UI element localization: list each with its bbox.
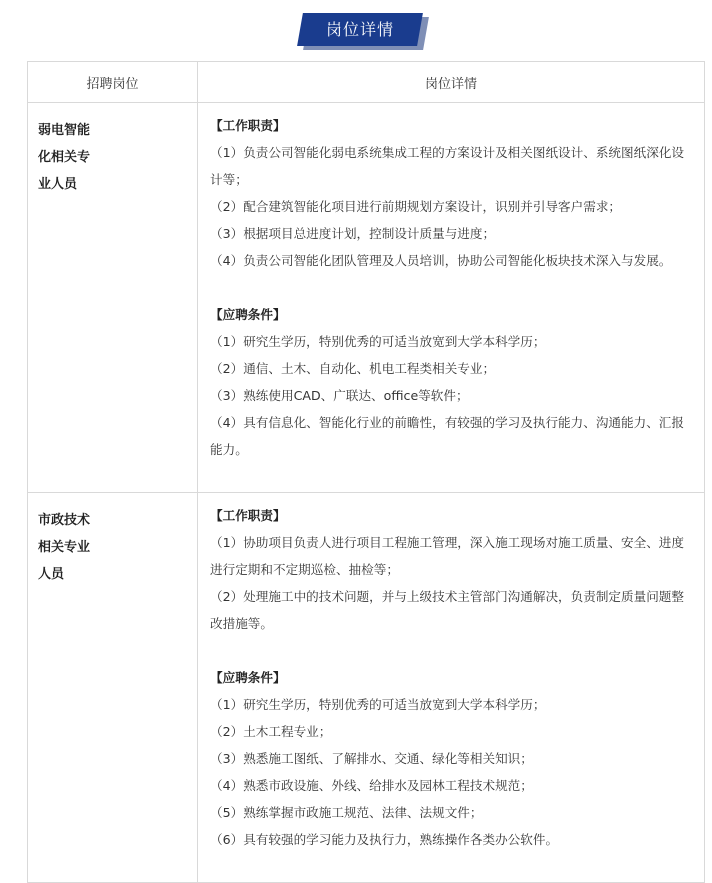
details-cell bbox=[198, 493, 705, 883]
requirement-item: （1）研究生学历，特别优秀的可适当放宽到大学本科学历； bbox=[210, 697, 546, 712]
duty-item: （2）配合建筑智能化项目进行前期规划方案设计，识别并引导客户需求； bbox=[210, 199, 622, 214]
requirement-item: （5）熟练掌握市政施工规范、法律、法规文件； bbox=[210, 805, 483, 820]
requirement-item: （6）具有较强的学习能力及执行力，熟练操作各类办公软件。 bbox=[210, 832, 559, 847]
position-cell bbox=[28, 103, 198, 493]
requirement-item: （2）土木工程专业； bbox=[210, 724, 332, 739]
table-row bbox=[28, 103, 705, 493]
table-header-row bbox=[28, 62, 705, 103]
duty-item: （4）负责公司智能化团队管理及人员培训，协助公司智能化板块技术深入与发展。 bbox=[210, 253, 672, 268]
requirement-item: （4）熟悉市政设施、外线、给排水及园林工程技术规范； bbox=[210, 778, 533, 793]
duties-title: 【工作职责】 bbox=[210, 118, 286, 133]
requirement-item: （1）研究生学历，特别优秀的可适当放宽到大学本科学历； bbox=[210, 334, 546, 349]
section-banner bbox=[300, 13, 428, 51]
duties-title: 【工作职责】 bbox=[210, 508, 286, 523]
position-name: 市政技术相关专业人员 bbox=[38, 513, 91, 582]
duty-item: （2）处理施工中的技术问题，并与上级技术主管部门沟通解决，负责制定质量问题整改措施等。 bbox=[210, 589, 684, 631]
duty-item: （3）根据项目总进度计划，控制设计质量与进度； bbox=[210, 226, 496, 241]
header-position: 招聘岗位 bbox=[28, 62, 198, 103]
requirement-item: （3）熟悉施工图纸、了解排水、交通、绿化等相关知识； bbox=[210, 751, 533, 766]
requirements-title: 【应聘条件】 bbox=[210, 307, 286, 322]
requirement-item: （4）具有信息化、智能化行业的前瞻性，有较强的学习及执行能力、沟通能力、汇报能力。 bbox=[210, 415, 684, 457]
job-table bbox=[27, 61, 705, 883]
requirement-item: （2）通信、土木、自动化、机电工程类相关专业； bbox=[210, 361, 496, 376]
table-row bbox=[28, 493, 705, 883]
position-name: 弱电智能化相关专业人员 bbox=[38, 123, 91, 192]
requirement-item: （3）熟练使用CAD、广联达、office等软件； bbox=[210, 388, 469, 403]
details-cell bbox=[198, 103, 705, 493]
duty-item: （1）协助项目负责人进行项目工程施工管理，深入施工现场对施工质量、安全、进度进行定期和不定期巡检、抽检等； bbox=[210, 535, 684, 577]
requirements-title: 【应聘条件】 bbox=[210, 670, 286, 685]
duty-item: （1）负责公司智能化弱电系统集成工程的方案设计及相关图纸设计、系统图纸深化设计等； bbox=[210, 145, 684, 187]
header-details: 岗位详情 bbox=[198, 62, 705, 103]
position-cell bbox=[28, 493, 198, 883]
banner-title: 岗位详情 bbox=[325, 20, 394, 39]
